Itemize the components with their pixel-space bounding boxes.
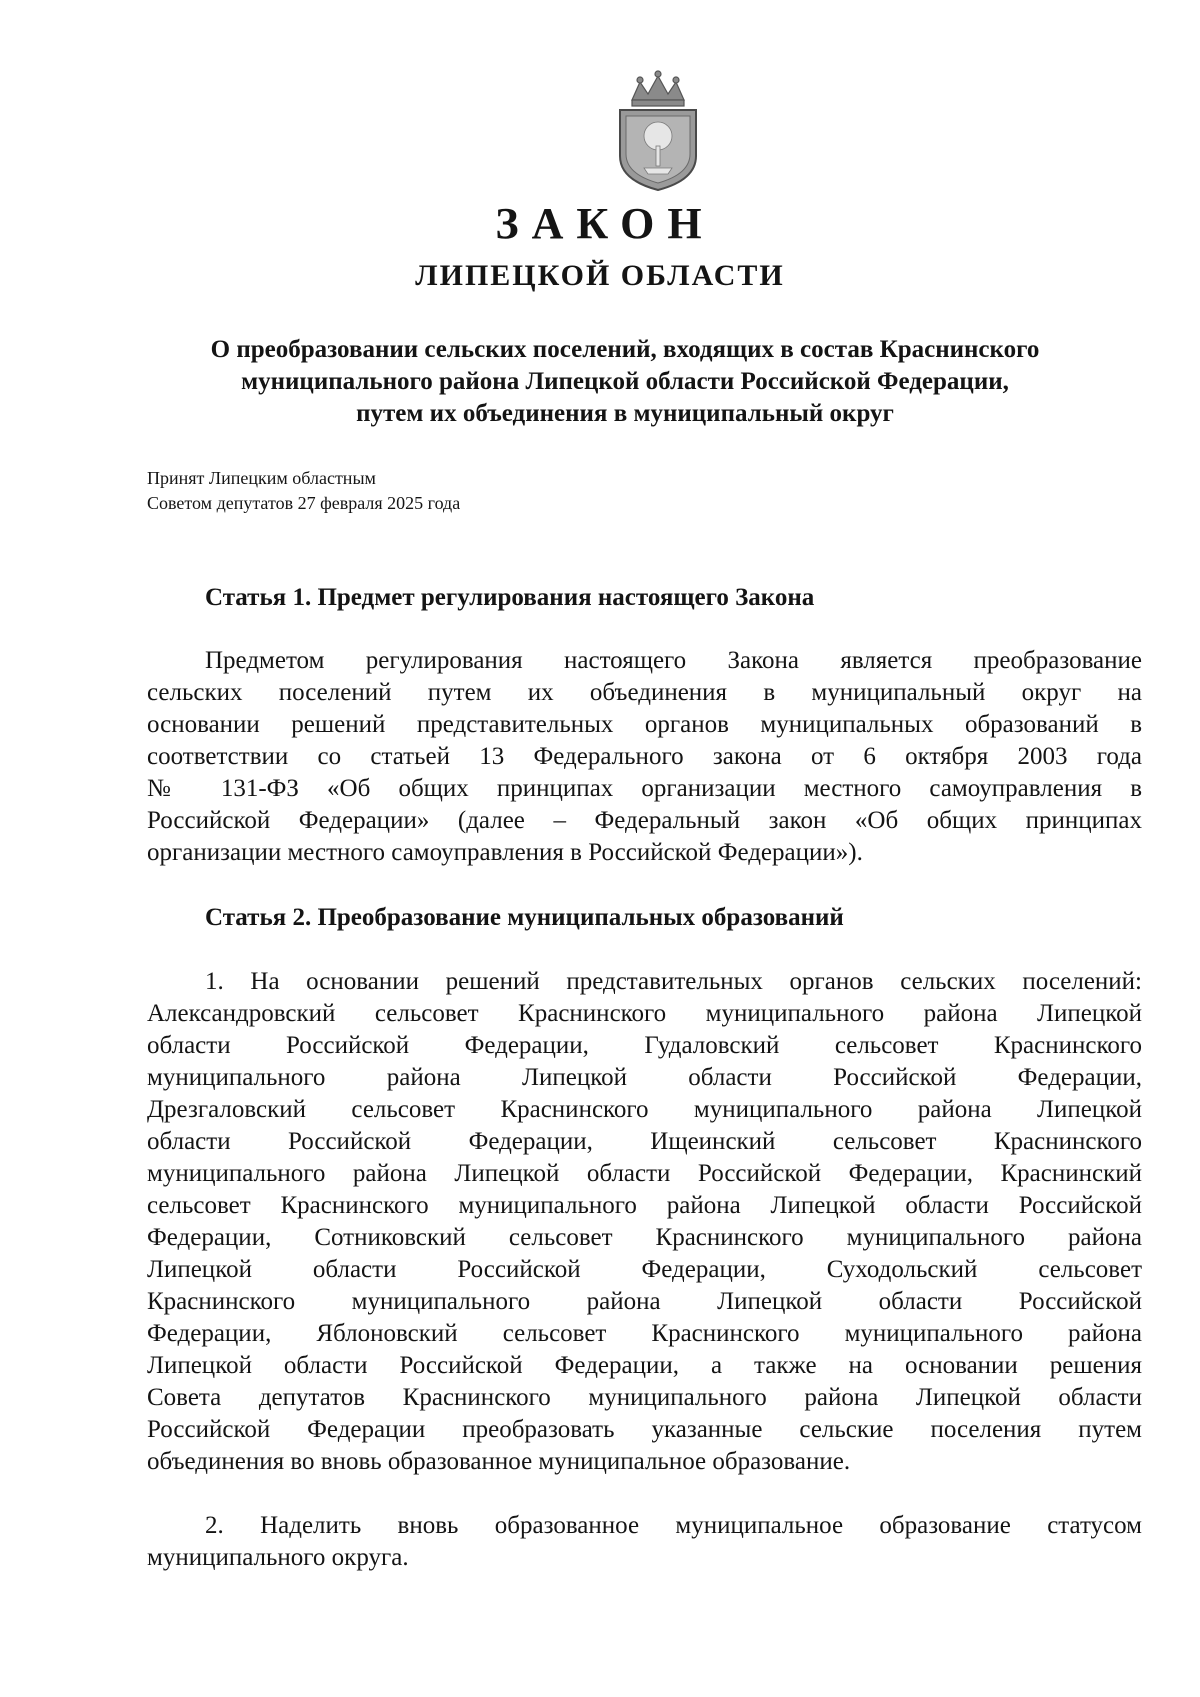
law-title: ЗАКОН: [495, 199, 715, 248]
subject-line: О преобразовании сельских поселений, входящих в состав Краснинского: [210, 336, 1040, 363]
text-line: муниципального района Липецкой области Российской Федерации, Краснинский: [147, 1160, 1142, 1187]
text-line: муниципального округа.: [147, 1544, 409, 1571]
text-line: области Российской Федерации, Ищеинский сельсовет Краснинского: [147, 1128, 1142, 1155]
adoption-note: [147, 466, 460, 516]
text-line: Липецкой области Российской Федерации, а также на основании решения: [147, 1352, 1142, 1379]
text-line: Предметом регулирования настоящего Закона является преобразование: [205, 647, 1142, 674]
subject-line: муниципального района Липецкой области Российской Федерации,: [241, 368, 1009, 395]
text-line: № 131-ФЗ «Об общих принципах организации местного самоуправления в: [147, 775, 1142, 802]
text-line: области Российской Федерации, Гудаловский сельсовет Краснинского: [147, 1032, 1142, 1059]
text-line: сельских поселений путем их объединения в муниципальный округ на: [147, 679, 1142, 706]
text-line: Совета депутатов Краснинского муниципального района Липецкой области: [147, 1384, 1142, 1411]
text-line: объединения во вновь образованное муниципальное образование.: [147, 1448, 851, 1475]
text-line: 1. На основании решений представительных органов сельских поселений:: [205, 968, 1142, 995]
text-line: сельсовет Краснинского муниципального района Липецкой области Российской: [147, 1192, 1142, 1219]
subject-line: путем их объединения в муниципальный округ: [356, 400, 894, 427]
text-line: соответствии со статьей 13 Федерального закона от 6 октября 2003 года: [147, 743, 1142, 770]
adoption-line: Советом депутатов 27 февраля 2025 года: [147, 493, 461, 513]
adoption-line: Принят Липецким областным: [147, 468, 376, 488]
text-line: организации местного самоуправления в Российской Федерации»).: [147, 839, 863, 866]
text-line: Дрезгаловский сельсовет Краснинского муниципального района Липецкой: [147, 1096, 1142, 1123]
article-2-point-2: [147, 1510, 1142, 1574]
text-line: Российской Федерации преобразовать указанные сельские поселения путем: [147, 1416, 1142, 1443]
text-line: основании решений представительных органов муниципальных образований в: [147, 711, 1142, 738]
text-line: Федерации, Яблоновский сельсовет Краснинского муниципального района: [147, 1320, 1142, 1347]
text-line: муниципального района Липецкой области Российской Федерации,: [147, 1064, 1142, 1091]
text-line: Александровский сельсовет Краснинского муниципального района Липецкой: [147, 1000, 1142, 1027]
text-line: Российской Федерации» (далее – Федеральный закон «Об общих принципах: [147, 807, 1142, 834]
article-2-point-1: [147, 966, 1142, 1478]
text-line: Краснинского муниципального района Липецкой области Российской: [147, 1288, 1142, 1315]
article-1-heading: Статья 1. Предмет регулирования настоящего Закона: [205, 584, 815, 611]
text-line: Федерации, Сотниковский сельсовет Краснинского муниципального района: [147, 1224, 1142, 1251]
article-2-heading: Статья 2. Преобразование муниципальных образований: [205, 904, 844, 931]
text-line: Липецкой области Российской Федерации, Суходольский сельсовет: [147, 1256, 1142, 1283]
coat-of-arms-icon: [610, 70, 706, 192]
law-subject: [150, 334, 1100, 430]
article-1-text: [147, 645, 1142, 869]
region-title: ЛИПЕЦКОЙ ОБЛАСТИ: [415, 259, 785, 292]
text-line: 2. Наделить вновь образованное муниципальное образование статусом: [205, 1512, 1142, 1539]
